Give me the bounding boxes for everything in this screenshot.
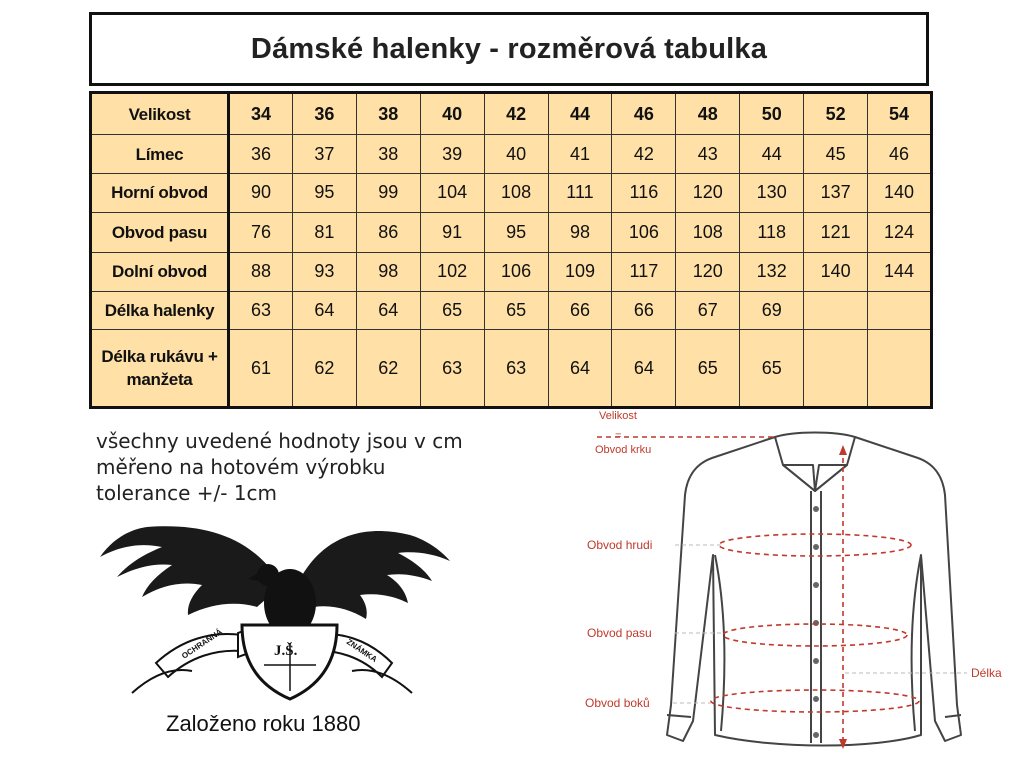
- label-collar: Obvod krku: [595, 444, 652, 456]
- row-label: Obvod pasu: [91, 213, 229, 252]
- label-waist: Obvod pasu: [587, 626, 652, 640]
- table-cell: 52: [804, 93, 868, 135]
- note-tolerance: tolerance +/- 1cm: [96, 481, 278, 505]
- row-label: Velikost: [91, 93, 229, 135]
- table-cell: 69: [740, 291, 804, 329]
- table-cell: 124: [868, 213, 932, 252]
- table-cell: 67: [676, 291, 740, 329]
- table-cell: 36: [229, 135, 293, 173]
- table-cell: 66: [548, 291, 612, 329]
- logo-right-ribbon-text: ZNÁMKA: [344, 637, 379, 665]
- notes: [96, 428, 463, 506]
- table-cell: 46: [612, 93, 676, 135]
- table-row: [91, 135, 932, 173]
- table-cell: 95: [484, 213, 548, 252]
- table-cell: 62: [292, 330, 356, 408]
- table-cell: 38: [356, 135, 420, 173]
- title-box: [89, 12, 929, 86]
- table-cell: 41: [548, 135, 612, 173]
- table-cell: 88: [229, 252, 293, 291]
- table-cell: 120: [676, 173, 740, 212]
- table-cell: 117: [612, 252, 676, 291]
- table-cell: 102: [420, 252, 484, 291]
- table-cell: 104: [420, 173, 484, 212]
- blouse-diagram: [575, 405, 1020, 765]
- table-cell: 111: [548, 173, 612, 212]
- page-title: Dámské halenky - rozměrová tabulka: [250, 32, 768, 65]
- label-equals: =: [615, 430, 622, 442]
- table-cell: 65: [676, 330, 740, 408]
- row-label: Horní obvod: [91, 173, 229, 212]
- table-row: [91, 173, 932, 212]
- table-cell: 64: [612, 330, 676, 408]
- table-cell: 91: [420, 213, 484, 252]
- table-cell: 65: [484, 291, 548, 329]
- table-cell: 132: [740, 252, 804, 291]
- table-row: [91, 291, 932, 329]
- table-cell: 40: [484, 135, 548, 173]
- row-label: Límec: [91, 135, 229, 173]
- table-cell: 64: [548, 330, 612, 408]
- table-cell: 118: [740, 213, 804, 252]
- table-cell: 108: [676, 213, 740, 252]
- table-cell: 109: [548, 252, 612, 291]
- table-cell: 44: [740, 135, 804, 173]
- table-cell: 45: [804, 135, 868, 173]
- table-cell: 106: [612, 213, 676, 252]
- size-table: [89, 91, 933, 409]
- table-cell: 36: [292, 93, 356, 135]
- table-cell: 61: [229, 330, 293, 408]
- table-cell: 98: [548, 213, 612, 252]
- table-cell: 46: [868, 135, 932, 173]
- label-size: Velikost: [599, 410, 637, 422]
- table-cell: 42: [484, 93, 548, 135]
- blouse-buttons-icon: [813, 506, 819, 738]
- table-cell: 63: [484, 330, 548, 408]
- table-cell: 86: [356, 213, 420, 252]
- table-cell: 63: [229, 291, 293, 329]
- table-cell: 120: [676, 252, 740, 291]
- table-cell: 140: [868, 173, 932, 212]
- table-cell: 108: [484, 173, 548, 212]
- note-measured: měřeno na hotovém výrobku: [96, 455, 386, 479]
- table-cell: 37: [292, 135, 356, 173]
- table-cell: 140: [804, 252, 868, 291]
- table-row: [91, 93, 932, 135]
- eagle-logo: [92, 515, 452, 705]
- table-cell: 44: [548, 93, 612, 135]
- table-cell: 38: [356, 93, 420, 135]
- table-cell: 144: [868, 252, 932, 291]
- table-row: [91, 330, 932, 408]
- table-cell: 116: [612, 173, 676, 212]
- table-cell: 98: [356, 252, 420, 291]
- logo-monogram: J.Š.: [274, 643, 298, 659]
- label-hips: Obvod boků: [585, 696, 650, 710]
- table-cell: 64: [292, 291, 356, 329]
- table-cell: 106: [484, 252, 548, 291]
- eagle-left-wing-icon: [100, 526, 282, 615]
- table-cell: 43: [676, 135, 740, 173]
- table-cell: [804, 291, 868, 329]
- table-cell: 137: [804, 173, 868, 212]
- table-cell: 90: [229, 173, 293, 212]
- table-cell: 42: [612, 135, 676, 173]
- table-cell: [868, 330, 932, 408]
- eagle-right-wing-icon: [297, 531, 450, 619]
- waist-measure-ellipse: [723, 624, 907, 646]
- table-cell: 81: [292, 213, 356, 252]
- table-cell: [804, 330, 868, 408]
- table-cell: 66: [612, 291, 676, 329]
- table-cell: 65: [420, 291, 484, 329]
- table-cell: 130: [740, 173, 804, 212]
- table-cell: 48: [676, 93, 740, 135]
- table-cell: 121: [804, 213, 868, 252]
- table-cell: 63: [420, 330, 484, 408]
- table-row: [91, 213, 932, 252]
- logo-left-ribbon-text: OCHRANNÁ: [180, 627, 224, 661]
- table-cell: 54: [868, 93, 932, 135]
- row-label: Délka halenky: [91, 291, 229, 329]
- table-cell: 99: [356, 173, 420, 212]
- table-row: [91, 252, 932, 291]
- table-cell: 93: [292, 252, 356, 291]
- row-label: Dolní obvod: [91, 252, 229, 291]
- table-cell: [868, 291, 932, 329]
- table-cell: 65: [740, 330, 804, 408]
- eagle-head-icon: [257, 564, 279, 586]
- table-cell: 62: [356, 330, 420, 408]
- label-chest: Obvod hrudi: [587, 538, 653, 552]
- table-cell: 64: [356, 291, 420, 329]
- table-cell: 39: [420, 135, 484, 173]
- row-label: Délka rukávu + manžeta: [91, 330, 229, 408]
- table-cell: 50: [740, 93, 804, 135]
- founded-text: Založeno roku 1880: [166, 711, 361, 736]
- note-units: všechny uvedené hodnoty jsou v cm: [96, 429, 463, 453]
- table-cell: 34: [229, 93, 293, 135]
- table-cell: 76: [229, 213, 293, 252]
- label-length: Délka: [971, 666, 1002, 680]
- table-cell: 95: [292, 173, 356, 212]
- table-cell: 40: [420, 93, 484, 135]
